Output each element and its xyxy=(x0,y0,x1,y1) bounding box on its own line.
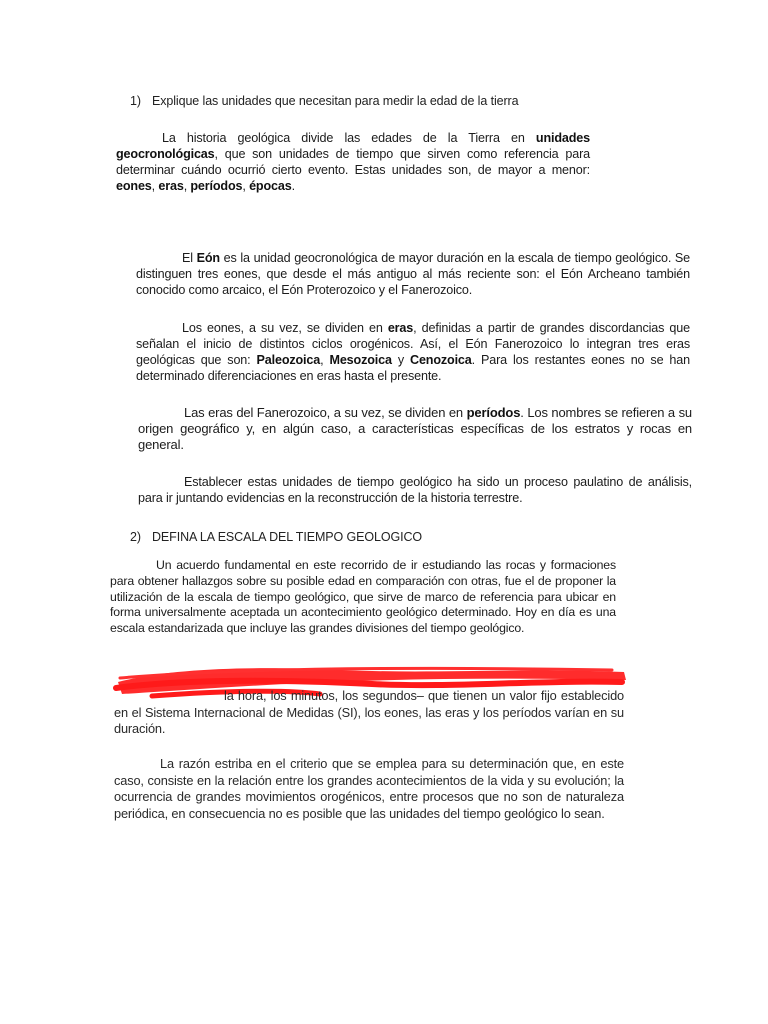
bold-term: eras xyxy=(158,179,184,193)
question-number: 2) xyxy=(130,530,141,544)
paragraph-time-units: la hora, los minutos, los segundos– que tienen un valor fijo establecido en el Sistema Internacional de Medidas (SI), los eones, las eras y los períodos varían en su duración. xyxy=(114,688,624,736)
bold-term: Cenozoica xyxy=(410,353,472,367)
bold-term: unidades geocronológicas xyxy=(116,131,590,161)
question-1-heading xyxy=(130,94,518,108)
bold-term: períodos xyxy=(466,405,521,420)
bold-term: Paleozoica xyxy=(256,353,321,367)
bold-term: períodos xyxy=(190,179,243,193)
paragraph-units: La historia geológica divide las edades de la Tierra en unidades geocronológicas, que son unidades de tiempo que sirven como referencia para determinar cuándo ocurrió cierto evento. Estas unidades son, de mayor a menor: eones, eras, períodos, épocas. xyxy=(116,131,590,193)
paragraph-periods: Las eras del Fanerozoico, a su vez, se dividen en períodos. Los nombres se refieren a su origen geográfico y, en algún caso, a características específicas de los estratos y rocas en general. xyxy=(138,405,693,452)
bold-term: Eón xyxy=(196,251,220,265)
question-2-heading xyxy=(130,530,422,544)
paragraph-reason: La razón estriba en el criterio que se emplea para su determinación que, en este caso, consiste en la relación entre los grandes acontecimientos de la vida y su evolución; la ocurrencia de grandes movimientos orogénicos, entre procesos que no son de naturaleza periódica, en consecuencia no es posible que las unidades del tiempo geológico lo sean. xyxy=(114,756,624,821)
bold-term: Mesozoica xyxy=(329,353,392,367)
paragraph-eon: El Eón es la unidad geocronológica de mayor duración en la escala de tiempo geológico. Se distinguen tres eones, que desde el más antiguo al más reciente son: el Eón Archeano también conocido como arcaico, el Eón Proterozoico y el Fanerozoico. xyxy=(136,251,690,297)
question-title: Explique las unidades que necesitan para medir la edad de la tierra xyxy=(152,94,519,108)
bold-term: eones xyxy=(116,179,152,193)
paragraph-agreement: Un acuerdo fundamental en este recorrido de ir estudiando las rocas y formaciones para obtener hallazgos sobre su posible edad en comparación con otras, fue el de proponer la utilización de la escala de tiempo geológico, que sirve de marco de referencia para ubicar en forma universalmente aceptada un acontecimiento geológico determinado. Hoy en día es una escala estandarizada que incluye las grandes divisiones del tiempo geológico. xyxy=(110,558,616,636)
question-number: 1) xyxy=(130,94,141,108)
bold-term: épocas xyxy=(249,179,292,193)
question-title: DEFINA LA ESCALA DEL TIEMPO GEOLOGICO xyxy=(152,530,423,544)
bold-term: eras xyxy=(387,321,414,335)
paragraph-establish: Establecer estas unidades de tiempo geológico ha sido un proceso paulatino de análisis, para ir juntando evidencias en la reconstrucción de la historia terrestre. xyxy=(138,475,692,505)
paragraph-eras: Los eones, a su vez, se dividen en eras, definidas a partir de grandes discordancias que señalan el inicio de distintos ciclos orogénicos. Así, el Eón Fanerozoico lo integran tres eras geológicas que son: Paleozoica, Mesozoica y Cenozoica. Para los restantes eones no se han determinado diferenciaciones en eras hasta el presente. xyxy=(136,321,690,383)
